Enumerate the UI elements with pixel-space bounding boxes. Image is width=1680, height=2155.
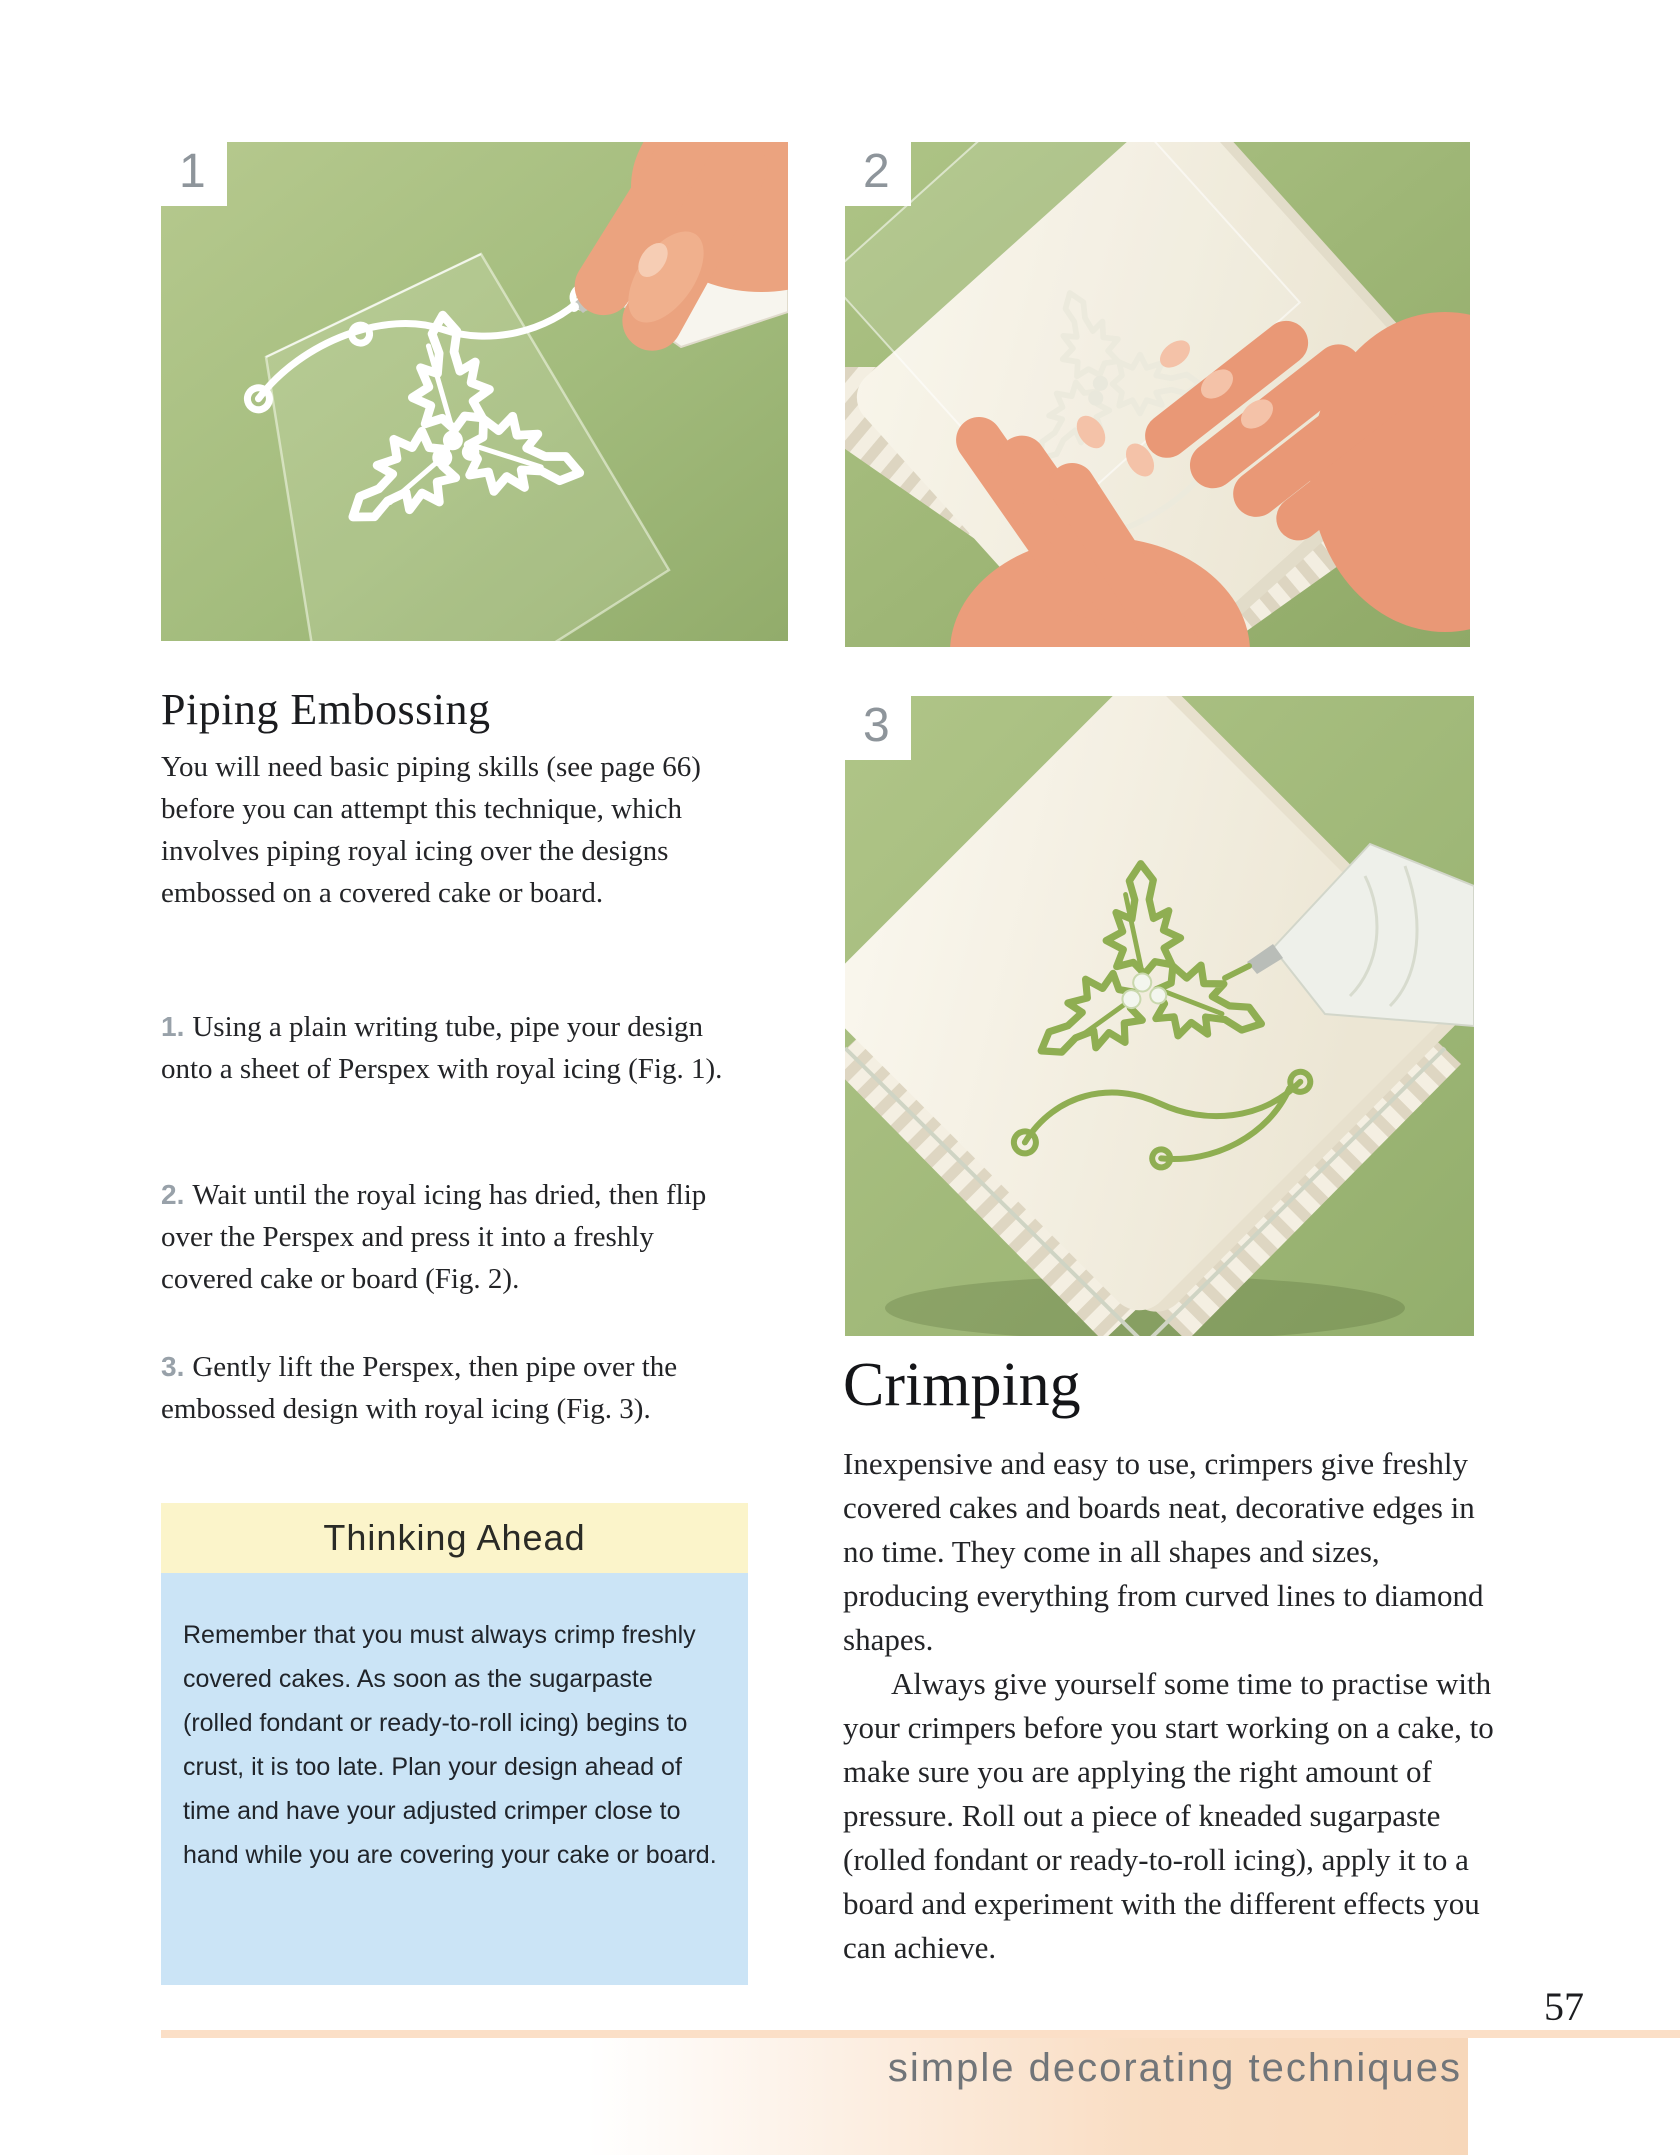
thinking-ahead-box — [161, 1503, 748, 1985]
figure-1-label — [161, 142, 227, 206]
thinking-ahead-title: Thinking Ahead — [161, 1503, 748, 1573]
step-3-text: Gently lift the Perspex, then pipe over the embossed design with royal icing (Fig. 3). — [161, 1351, 678, 1425]
section-heading-crimping: Crimping — [843, 1351, 1081, 1419]
footer-band — [0, 2038, 1468, 2155]
figure-3-label — [845, 696, 911, 760]
thinking-ahead-body: Remember that you must always crimp freshly covered cakes. As soon as the sugarpaste (rolled fondant or ready-to-roll icing) begins to crust, it is too late. Plan your design ahead of time and have your adjusted crimper close to hand while you are covering your cake or board. — [161, 1573, 748, 1985]
step-2-number: 2. — [161, 1179, 185, 1210]
piping-over-embossing-illustration — [845, 696, 1474, 1336]
section-heading-piping-embossing: Piping Embossing — [161, 685, 491, 734]
figure-number: 2 — [863, 145, 890, 198]
figure-3-photo — [845, 696, 1474, 1336]
step-1-number: 1. — [161, 1011, 185, 1042]
pressing-perspex-illustration — [845, 142, 1470, 647]
footer-accent-strip — [161, 2030, 1680, 2038]
step-2 — [161, 1174, 741, 1300]
crimping-paragraph-2: Always give yourself some time to practise with your crimpers before you start working on a cake, to make sure you are applying the right amount of pressure. Roll out a piece of kneaded sugarpaste (rolled fondant or ready-to-roll icing), apply it to a board and experiment with the different effects you can achieve. — [843, 1666, 1494, 1965]
figure-number: 3 — [863, 699, 890, 752]
step-1 — [161, 1006, 741, 1090]
step-3 — [161, 1346, 741, 1430]
page-number: 57 — [1544, 1984, 1584, 2029]
piping-on-perspex-illustration — [161, 142, 788, 641]
footer-section-title: simple decorating techniques — [887, 2046, 1462, 2090]
step-3-number: 3. — [161, 1351, 185, 1382]
step-2-text: Wait until the royal icing has dried, then flip over the Perspex and press it into a freshly covered cake or board (Fig. 2). — [161, 1179, 707, 1295]
step-1-text: Using a plain writing tube, pipe your design onto a sheet of Perspex with royal icing (Fig. 1). — [161, 1011, 723, 1085]
figure-number: 1 — [179, 145, 206, 198]
figure-2-label — [845, 142, 911, 206]
crimping-text — [843, 1442, 1503, 1970]
piping-embossing-intro: You will need basic piping skills (see page 66) before you can attempt this technique, which involves piping royal icing over the designs embossed on a covered cake or board. — [161, 751, 701, 909]
crimping-paragraph-1: Inexpensive and easy to use, crimpers give freshly covered cakes and boards neat, decorative edges in no time. They come in all shapes and sizes, producing everything from curved lines to diamond shapes. — [843, 1446, 1484, 1657]
figure-1-photo — [161, 142, 788, 641]
figure-2-photo — [845, 142, 1470, 647]
